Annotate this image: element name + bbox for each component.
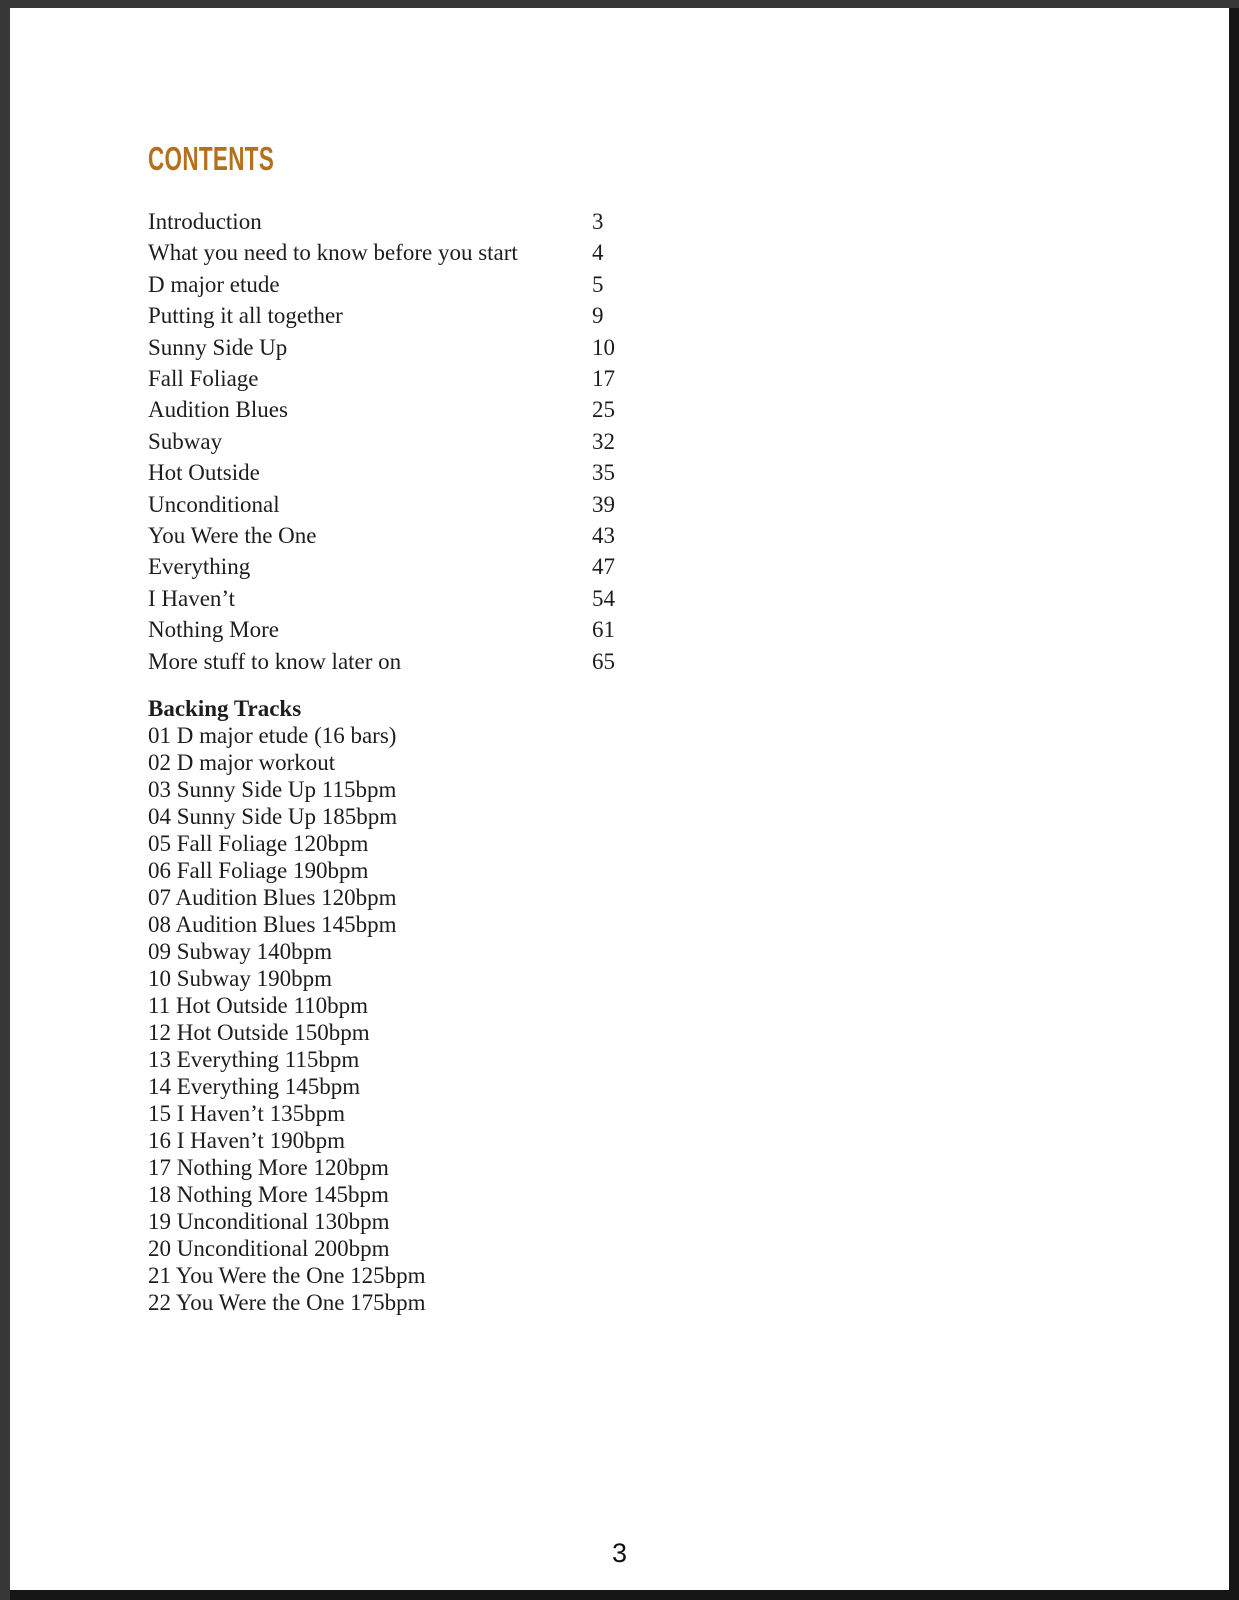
backing-track-item: 19 Unconditional 130bpm bbox=[148, 1209, 390, 1234]
page-number: 3 bbox=[611, 1538, 628, 1568]
toc-entry-label: D major etude bbox=[148, 271, 280, 297]
toc-entry bbox=[148, 520, 668, 551]
toc-entry bbox=[148, 206, 668, 237]
toc-entry-page: 54 bbox=[592, 585, 615, 611]
backing-track-item: 05 Fall Foliage 120bpm bbox=[148, 831, 369, 856]
backing-tracks-heading: Backing Tracks bbox=[148, 696, 302, 721]
backing-track-item: 09 Subway 140bpm bbox=[148, 939, 332, 964]
toc-entry-label: Audition Blues bbox=[148, 397, 288, 423]
toc-entry-page: 65 bbox=[592, 648, 615, 674]
backing-tracks-list bbox=[148, 722, 708, 1316]
backing-track-item: 15 I Haven’t 135bpm bbox=[148, 1101, 345, 1126]
toc-entry bbox=[148, 426, 668, 457]
toc-entry-label: Everything bbox=[148, 554, 251, 580]
backing-track-item: 16 I Haven’t 190bpm bbox=[148, 1128, 345, 1153]
backing-track-item: 12 Hot Outside 150bpm bbox=[148, 1020, 370, 1045]
toc-entry bbox=[148, 363, 668, 394]
toc-entry bbox=[148, 269, 668, 300]
toc-entry bbox=[148, 457, 668, 488]
backing-track-item: 10 Subway 190bpm bbox=[148, 966, 332, 991]
toc-entry-label: Unconditional bbox=[148, 491, 280, 517]
backing-track-item: 18 Nothing More 145bpm bbox=[148, 1182, 389, 1207]
toc-entry bbox=[148, 332, 668, 363]
backing-track-item: 20 Unconditional 200bpm bbox=[148, 1236, 390, 1261]
backing-track-item: 13 Everything 115bpm bbox=[148, 1047, 360, 1072]
toc-entry-label: I Haven’t bbox=[148, 585, 236, 611]
table-of-contents bbox=[148, 206, 668, 677]
backing-track-item: 02 D major workout bbox=[148, 750, 336, 775]
toc-entry-label: Introduction bbox=[148, 209, 262, 234]
toc-entry bbox=[148, 646, 668, 677]
toc-entry-label: What you need to know before you start bbox=[148, 240, 518, 266]
toc-entry bbox=[148, 489, 668, 520]
backing-track-item: 17 Nothing More 120bpm bbox=[148, 1155, 389, 1180]
toc-entry-page: 43 bbox=[592, 523, 615, 549]
toc-entry-label: Subway bbox=[148, 428, 223, 454]
toc-entry-page: 10 bbox=[592, 334, 615, 360]
backing-track-item: 21 You Were the One 125bpm bbox=[148, 1263, 426, 1288]
backing-tracks-section bbox=[148, 695, 708, 1316]
toc-entry bbox=[148, 551, 668, 582]
toc-entry-page: 9 bbox=[592, 303, 604, 329]
toc-entry-page: 25 bbox=[592, 397, 615, 423]
toc-entry-page: 39 bbox=[592, 491, 615, 517]
toc-entry-label: Putting it all together bbox=[148, 303, 343, 329]
toc-entry-label: Fall Foliage bbox=[148, 366, 259, 392]
toc-entry-label: Sunny Side Up bbox=[148, 334, 288, 360]
backing-track-item: 11 Hot Outside 110bpm bbox=[148, 993, 368, 1018]
backing-track-item: 06 Fall Foliage 190bpm bbox=[148, 858, 369, 883]
toc-entry-page: 17 bbox=[592, 366, 615, 392]
toc-entry-page: 32 bbox=[592, 428, 615, 454]
backing-track-item: 07 Audition Blues 120bpm bbox=[148, 885, 397, 910]
toc-entry-page: 35 bbox=[592, 460, 615, 486]
toc-entry-label: Nothing More bbox=[148, 617, 279, 643]
toc-entry-page: 4 bbox=[592, 240, 604, 266]
page-title: CONTENTS bbox=[148, 140, 275, 177]
toc-entry-label: Hot Outside bbox=[148, 460, 260, 486]
toc-entry-page: 3 bbox=[592, 209, 604, 234]
toc-entry bbox=[148, 614, 668, 645]
backing-track-item: 04 Sunny Side Up 185bpm bbox=[148, 804, 398, 829]
toc-entry bbox=[148, 394, 668, 425]
backing-track-item: 08 Audition Blues 145bpm bbox=[148, 912, 397, 937]
toc-entry bbox=[148, 300, 668, 331]
backing-track-item: 01 D major etude (16 bars) bbox=[148, 723, 397, 748]
toc-entry-page: 5 bbox=[592, 271, 604, 297]
toc-entry-page: 61 bbox=[592, 617, 615, 643]
toc-entry-label: More stuff to know later on bbox=[148, 648, 402, 674]
backing-track-item: 14 Everything 145bpm bbox=[148, 1074, 361, 1099]
toc-entry-page: 47 bbox=[592, 554, 615, 580]
backing-track-item: 22 You Were the One 175bpm bbox=[148, 1290, 426, 1315]
toc-entry-label: You Were the One bbox=[148, 523, 317, 549]
toc-entry bbox=[148, 237, 668, 268]
backing-track-item: 03 Sunny Side Up 115bpm bbox=[148, 777, 397, 802]
toc-entry bbox=[148, 583, 668, 614]
